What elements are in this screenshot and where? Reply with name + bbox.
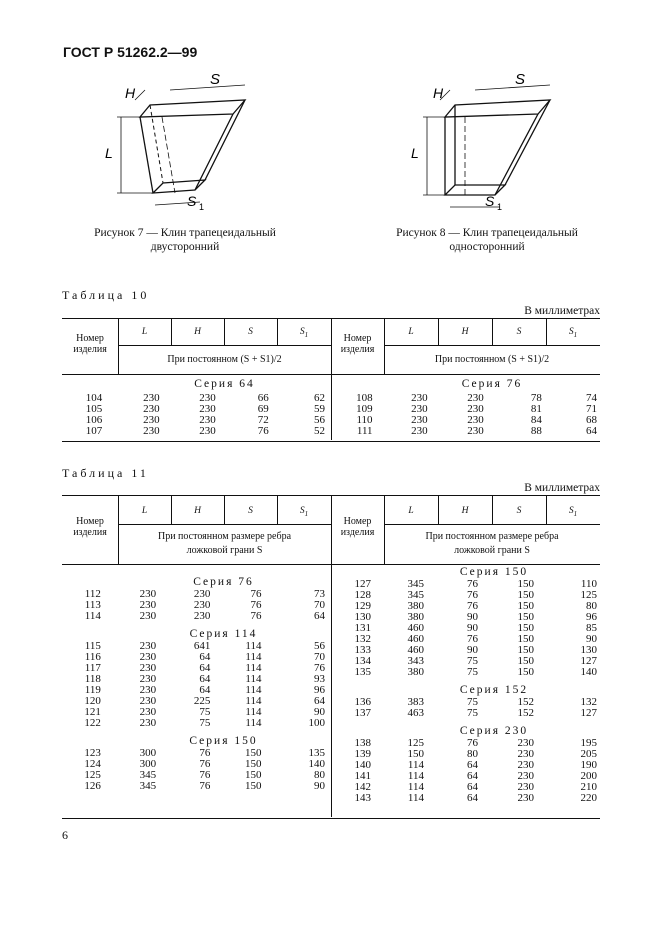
table-cell: 230 — [193, 610, 211, 622]
table-cell: 76 — [199, 758, 211, 770]
table-cell: 230 — [139, 717, 157, 729]
table-cell: 90 — [314, 706, 325, 718]
fig7-label-s1: S — [187, 193, 197, 209]
svg-text:1: 1 — [199, 202, 205, 212]
table-cell: 230 — [467, 392, 484, 404]
table-cell: 300 — [139, 747, 157, 759]
table11-note: При постоянном размере ребра ложковой грани S — [157, 531, 292, 556]
table-cell: 225 — [193, 695, 211, 707]
svg-text:1: 1 — [497, 202, 503, 212]
table11-note-right: При постоянном размере ребра ложковой грани S — [425, 531, 559, 556]
table-cell: 150 — [517, 655, 534, 667]
table-cell: 114 — [407, 770, 424, 782]
table-row — [62, 674, 325, 685]
table-cell: 75 — [199, 717, 211, 729]
table10-col-s1: $S_1$ — [299, 327, 309, 339]
series-heading: Серия 150 — [189, 735, 258, 747]
series-table — [62, 748, 325, 792]
table-cell: 76 — [467, 737, 478, 749]
table-cell: 96 — [586, 611, 597, 623]
table-cell: 150 — [245, 758, 262, 770]
table-cell: 90 — [467, 644, 478, 656]
table-cell: 114 — [407, 759, 424, 771]
table11-col-l: L — [141, 506, 148, 516]
table11-item-header-right: Номер изделия — [340, 516, 375, 538]
table-cell: 115 — [84, 640, 101, 652]
table-cell: 73 — [314, 588, 325, 600]
table-cell: 230 — [467, 403, 484, 415]
table11-col-s-right: S — [516, 506, 522, 516]
table-cell: 230 — [139, 640, 157, 652]
table-cell: 125 — [84, 769, 101, 781]
table10-item-header: Номер изделия — [73, 333, 107, 355]
table-cell: 64 — [199, 684, 211, 696]
table-cell: 114 — [407, 792, 424, 804]
table-cell: 127 — [580, 707, 597, 719]
table-cell: 150 — [245, 780, 262, 792]
table10-col-s1-right: $S_1$ — [568, 327, 578, 339]
table-cell: 114 — [245, 640, 262, 652]
series-heading: Серия 76 — [193, 576, 254, 588]
table-row — [62, 611, 325, 622]
table-cell: 230 — [139, 706, 157, 718]
table-cell: 220 — [580, 792, 597, 804]
table11-col-h-right: H — [461, 506, 469, 516]
table-cell: 121 — [84, 706, 101, 718]
table-cell: 93 — [314, 673, 325, 685]
table11-col-l-right: L — [408, 506, 414, 516]
table-cell: 64 — [467, 759, 478, 771]
table-cell: 114 — [84, 610, 101, 622]
table-cell: 230 — [139, 588, 157, 600]
table-cell: 150 — [517, 578, 534, 590]
table-cell: 75 — [467, 707, 478, 719]
table-cell: 132 — [354, 633, 371, 645]
table-cell: 59 — [314, 403, 325, 415]
table-cell: 150 — [517, 611, 534, 623]
fig7-label-h: H — [125, 85, 136, 101]
table-cell: 114 — [407, 781, 424, 793]
table-row — [62, 707, 325, 718]
table11-left-body — [62, 576, 325, 792]
table-cell: 80 — [586, 600, 597, 612]
table-cell: 114 — [245, 673, 262, 685]
table10-left-body — [62, 393, 325, 437]
table-cell: 230 — [467, 425, 484, 437]
table-cell: 135 — [308, 747, 325, 759]
table10-series-left: Серия 64 — [194, 378, 255, 390]
table-cell: 230 — [199, 425, 216, 437]
table10-col-l-right: L — [408, 327, 414, 337]
table-cell: 132 — [580, 696, 597, 708]
table-cell: 230 — [517, 781, 534, 793]
table-cell: 110 — [580, 578, 597, 590]
table-row — [62, 759, 325, 770]
table11-col-s1-right: $S_1$ — [568, 506, 578, 518]
table-cell: 76 — [314, 662, 325, 674]
table-cell: 205 — [580, 748, 597, 760]
table11-label: Таблица 11 — [62, 466, 149, 480]
table-cell: 200 — [580, 770, 597, 782]
series-heading: Серия 150 — [459, 566, 529, 578]
table-row — [62, 748, 325, 759]
table11-col-s1: $S_1$ — [299, 506, 309, 518]
table-cell: 114 — [245, 662, 262, 674]
table-cell: 100 — [308, 717, 325, 729]
table-cell: 70 — [314, 599, 325, 611]
series-table — [331, 738, 597, 804]
table-row — [331, 708, 597, 719]
table10-col-s-right: S — [516, 327, 522, 337]
series-table — [62, 589, 325, 622]
table-cell: 125 — [407, 737, 424, 749]
table-cell: 137 — [354, 707, 371, 719]
series-table — [331, 579, 597, 678]
table-cell: 230 — [139, 673, 157, 685]
table-row — [331, 667, 597, 678]
table-cell: 343 — [407, 655, 424, 667]
table10-label: Таблица 10 — [62, 288, 150, 302]
table-cell: 114 — [245, 706, 262, 718]
table-cell: 230 — [143, 392, 160, 404]
table-cell: 127 — [354, 578, 371, 590]
table-cell: 190 — [580, 759, 597, 771]
table-cell: 128 — [354, 589, 371, 601]
table-cell: 150 — [517, 644, 534, 656]
table-cell: 64 — [586, 425, 597, 437]
table-cell: 230 — [143, 403, 160, 415]
table-cell: 106 — [85, 414, 103, 426]
table-cell: 75 — [199, 706, 211, 718]
table-cell: 126 — [84, 780, 101, 792]
series-heading: Серия 230 — [459, 725, 529, 737]
table-cell: 230 — [517, 770, 534, 782]
table11-units: В миллиметрах — [524, 482, 600, 494]
table-cell: 140 — [354, 759, 371, 771]
table-cell: 345 — [407, 589, 424, 601]
table-cell: 64 — [314, 610, 325, 622]
table-cell: 230 — [411, 403, 428, 415]
table-cell: 64 — [199, 662, 211, 674]
table-cell: 152 — [517, 707, 534, 719]
table-cell: 74 — [586, 392, 597, 404]
table-cell: 152 — [517, 696, 534, 708]
table-cell: 195 — [580, 737, 597, 749]
table-cell: 113 — [84, 599, 101, 611]
table11-right-body — [331, 566, 597, 804]
table-cell: 80 — [467, 748, 478, 760]
table-cell: 85 — [586, 622, 597, 634]
table-row — [62, 781, 325, 792]
table-cell: 66 — [257, 392, 269, 404]
table-row — [62, 770, 325, 781]
table-cell: 62 — [314, 392, 325, 404]
table-cell: 88 — [530, 425, 542, 437]
table-cell: 230 — [143, 414, 160, 426]
table-cell: 76 — [467, 600, 478, 612]
table-cell: 460 — [407, 644, 424, 656]
table-cell: 76 — [199, 747, 211, 759]
table11-item-header: Номер изделия — [73, 516, 107, 538]
table-cell: 90 — [314, 780, 325, 792]
table-cell: 230 — [517, 737, 534, 749]
table-row — [331, 426, 597, 437]
table-cell: 76 — [467, 633, 478, 645]
table-cell: 460 — [407, 622, 424, 634]
table11-col-s: S — [248, 506, 253, 516]
table-cell: 104 — [85, 392, 103, 404]
table10-series-right: Серия 76 — [461, 378, 523, 390]
table-cell: 109 — [356, 403, 373, 415]
table-cell: 116 — [84, 651, 101, 663]
table-cell: 52 — [314, 425, 325, 437]
table-cell: 230 — [143, 425, 160, 437]
table-cell: 136 — [354, 696, 371, 708]
table-cell: 150 — [245, 769, 262, 781]
series-heading: Серия 152 — [459, 684, 529, 696]
table-cell: 75 — [467, 655, 478, 667]
table-cell: 210 — [580, 781, 597, 793]
series-table — [62, 641, 325, 729]
table10-note-right: При постоянном (S + S1)/2 — [434, 354, 550, 365]
table-cell: 78 — [530, 392, 542, 404]
table-row — [62, 641, 325, 652]
table-cell: 230 — [411, 392, 428, 404]
table-cell: 120 — [84, 695, 101, 707]
table-row — [62, 663, 325, 674]
table-cell: 140 — [580, 666, 597, 678]
table-cell: 105 — [85, 403, 103, 415]
table-cell: 230 — [139, 684, 157, 696]
table-row — [62, 426, 325, 437]
table-cell: 76 — [199, 780, 211, 792]
table-cell: 76 — [250, 610, 262, 622]
table-cell: 64 — [314, 695, 325, 707]
table-cell: 90 — [467, 622, 478, 634]
table-cell: 300 — [139, 758, 157, 770]
series-heading: Серия 114 — [189, 628, 258, 640]
table-cell: 463 — [407, 707, 424, 719]
table-cell: 75 — [467, 696, 478, 708]
series-table — [331, 697, 597, 719]
table-cell: 114 — [245, 717, 262, 729]
table-cell: 123 — [84, 747, 101, 759]
table-cell: 150 — [245, 747, 262, 759]
table-row — [62, 696, 325, 707]
table10-right-body — [331, 393, 597, 437]
table-cell: 76 — [250, 588, 262, 600]
fig8-label-l: L — [411, 145, 419, 161]
table11-col-h: H — [194, 506, 201, 516]
table-cell: 114 — [245, 651, 262, 663]
table-cell: 108 — [356, 392, 373, 404]
table-cell: 138 — [354, 737, 371, 749]
document-header: ГОСТ Р 51262.2—99 — [63, 44, 198, 60]
table-cell: 127 — [580, 655, 597, 667]
table-cell: 110 — [356, 414, 373, 426]
table-cell: 135 — [354, 666, 371, 678]
table-cell: 230 — [139, 695, 157, 707]
table10-item-header-right: Номер изделия — [340, 333, 375, 355]
table-cell: 76 — [467, 578, 478, 590]
figure-8-wedge-drawing — [405, 70, 575, 220]
table-cell: 230 — [467, 414, 484, 426]
table-cell: 129 — [354, 600, 371, 612]
table-cell: 460 — [407, 633, 424, 645]
table-cell: 124 — [84, 758, 101, 770]
table-cell: 76 — [199, 769, 211, 781]
table-cell: 56 — [314, 414, 325, 426]
table-cell: 71 — [586, 403, 597, 415]
table-cell: 69 — [257, 403, 269, 415]
table-row — [331, 793, 597, 804]
table-cell: 380 — [407, 666, 424, 678]
table-cell: 150 — [517, 633, 534, 645]
table-cell: 70 — [314, 651, 325, 663]
table-cell: 345 — [139, 780, 157, 792]
table-cell: 383 — [407, 696, 424, 708]
table-cell: 230 — [517, 748, 534, 760]
table-cell: 64 — [467, 781, 478, 793]
table-cell: 114 — [245, 684, 262, 696]
table-cell: 150 — [517, 622, 534, 634]
table-cell: 141 — [354, 770, 371, 782]
table-cell: 56 — [314, 640, 325, 652]
table-cell: 230 — [139, 610, 157, 622]
table-cell: 81 — [530, 403, 542, 415]
table-cell: 107 — [85, 425, 103, 437]
table10-col-s: S — [248, 327, 253, 337]
table-cell: 75 — [467, 666, 478, 678]
table-cell: 230 — [199, 392, 216, 404]
table-cell: 117 — [84, 662, 101, 674]
table-cell: 380 — [407, 611, 424, 623]
table-cell: 112 — [84, 588, 101, 600]
table-cell: 72 — [257, 414, 269, 426]
table-cell: 230 — [517, 792, 534, 804]
table10-col-l: L — [141, 327, 148, 337]
table-cell: 150 — [517, 666, 534, 678]
table-cell: 345 — [139, 769, 157, 781]
table-cell: 134 — [354, 655, 371, 667]
table-cell: 143 — [354, 792, 371, 804]
table-cell: 80 — [314, 769, 325, 781]
figure-7-wedge-drawing — [95, 70, 265, 220]
table-cell: 122 — [84, 717, 101, 729]
table-cell: 76 — [467, 589, 478, 601]
table-cell: 131 — [354, 622, 371, 634]
fig7-label-s: S — [210, 71, 221, 88]
table-cell: 64 — [467, 792, 478, 804]
table-cell: 64 — [467, 770, 478, 782]
figure-7-caption: Рисунок 7 — Клин трапецеидальный двусторонний — [94, 227, 276, 254]
table10-note: При постоянном (S + S1)/2 — [167, 354, 282, 365]
table-cell: 133 — [354, 644, 371, 656]
table-cell: 114 — [245, 695, 262, 707]
table-cell: 130 — [354, 611, 371, 623]
table-cell: 150 — [517, 589, 534, 601]
table-cell: 76 — [257, 425, 269, 437]
table-cell: 230 — [199, 403, 216, 415]
table10-units: В миллиметрах — [524, 305, 600, 317]
table-cell: 641 — [193, 640, 211, 652]
table-cell: 230 — [139, 662, 157, 674]
table-cell: 230 — [193, 588, 211, 600]
table-cell: 230 — [193, 599, 211, 611]
table-cell: 64 — [199, 673, 211, 685]
table-cell: 380 — [407, 600, 424, 612]
table-cell: 142 — [354, 781, 371, 793]
fig8-label-h: H — [433, 85, 444, 101]
table-cell: 64 — [199, 651, 211, 663]
table-cell: 68 — [586, 414, 597, 426]
table10-col-h-right: H — [461, 327, 469, 337]
table-cell: 76 — [250, 599, 262, 611]
table-cell: 125 — [580, 589, 597, 601]
table-cell: 345 — [407, 578, 424, 590]
table-cell: 230 — [517, 759, 534, 771]
table-cell: 230 — [411, 425, 428, 437]
page-number: 6 — [62, 828, 68, 842]
table-cell: 118 — [84, 673, 101, 685]
fig8-label-s1: S — [485, 193, 495, 209]
table-cell: 150 — [407, 748, 424, 760]
table-row — [62, 718, 325, 729]
table-cell: 90 — [467, 611, 478, 623]
table-cell: 230 — [139, 651, 157, 663]
figure-8-caption: Рисунок 8 — Клин трапецеидальный односторонний — [396, 227, 578, 254]
table-cell: 130 — [580, 644, 597, 656]
table-cell: 230 — [411, 414, 428, 426]
fig7-label-l: L — [105, 145, 113, 161]
table-row — [62, 652, 325, 663]
table-cell: 140 — [308, 758, 325, 770]
fig8-label-s: S — [515, 71, 526, 88]
table-cell: 90 — [586, 633, 597, 645]
table-cell: 230 — [139, 599, 157, 611]
table-cell: 111 — [356, 425, 373, 437]
table-cell: 119 — [84, 684, 101, 696]
table10-col-h: H — [194, 327, 201, 337]
table-cell: 150 — [517, 600, 534, 612]
table-cell: 84 — [530, 414, 542, 426]
table-cell: 139 — [354, 748, 371, 760]
table-cell: 96 — [314, 684, 325, 696]
table-cell: 230 — [199, 414, 216, 426]
